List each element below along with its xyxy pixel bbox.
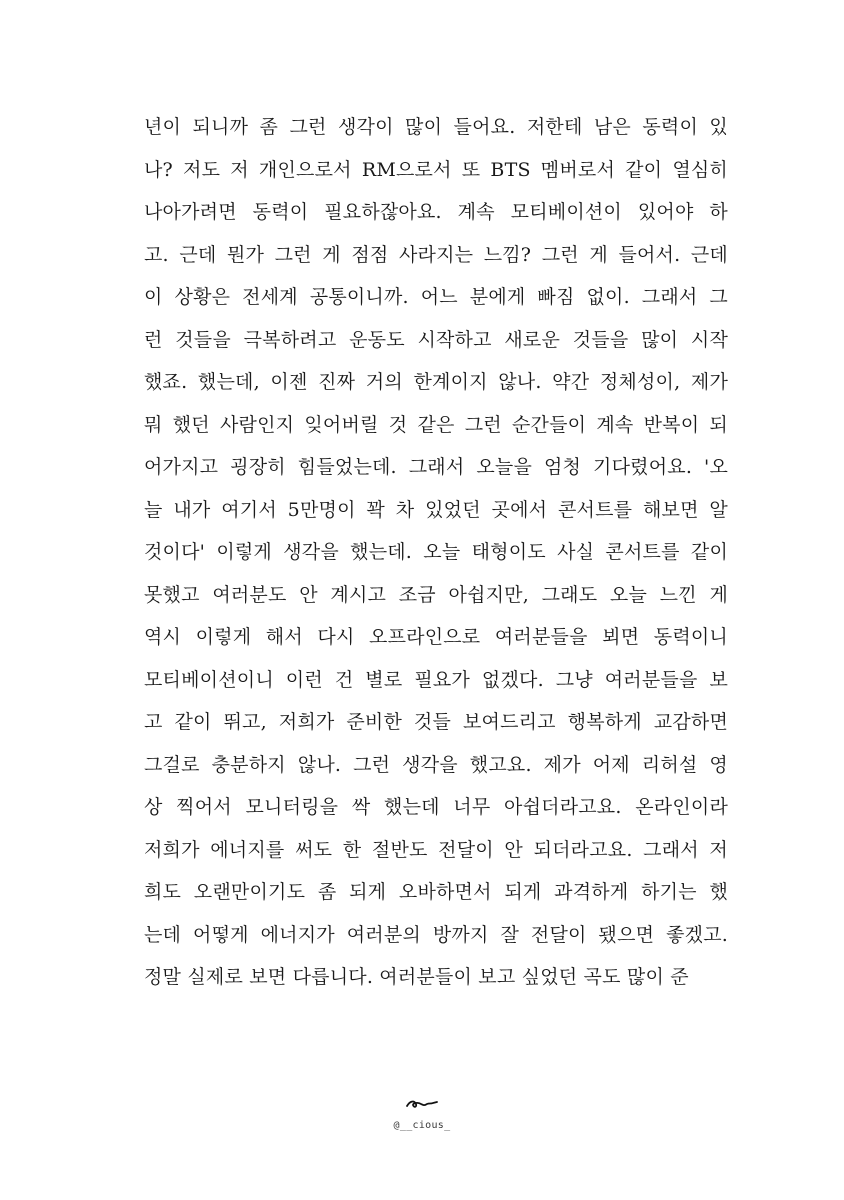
text-line: 저희가 에너지를 써도 한 절반도 전달이 안 되더라고요. 그래서 저 <box>144 838 728 861</box>
text-line: 희도 오랜만이기도 좀 되게 오바하면서 되게 과격하게 하기는 했 <box>144 881 728 903</box>
author-handle: @__cious_ <box>393 1120 451 1131</box>
text-line: 늘 내가 여기서 5만명이 꽉 차 있었던 곳에서 콘서트를 해보면 알 <box>144 498 728 521</box>
text-line: 고 같이 뛰고, 저희가 준비한 것들 보여드리고 행복하게 교감하면 <box>144 711 728 733</box>
text-line: 나아가려면 동력이 필요하잖아요. 계속 모티베이션이 있어야 하 <box>144 201 728 223</box>
text-line: 년이 되니까 좀 그런 생각이 많이 들어요. 저한테 남은 동력이 있 <box>144 116 728 138</box>
text-line: 것이다' 이렇게 생각을 했는데. 오늘 태형이도 사실 콘서트를 같이 <box>144 541 728 563</box>
text-line: 고. 근데 뭔가 그런 게 점점 사라지는 느낌? 그런 게 들어서. 근데 <box>144 243 728 266</box>
text-line: 그걸로 충분하지 않나. 그런 생각을 했고요. 제가 어제 리허설 영 <box>144 753 728 776</box>
body-text <box>144 106 728 999</box>
text-line: 나? 저도 저 개인으로서 RM으로서 또 BTS 멤버로서 같이 열심히 <box>144 158 728 181</box>
text-line: 이 상황은 전세계 공통이니까. 어느 분에게 빠짐 없이. 그래서 그 <box>144 286 728 308</box>
text-line: 못했고 여러분도 안 계시고 조금 아쉽지만, 그래도 오늘 느낀 게 <box>144 583 728 606</box>
text-line: 어가지고 굉장히 힘들었는데. 그래서 오늘을 엄청 기다렸어요. '오 <box>144 456 728 478</box>
text-line: 모티베이션이니 이런 건 별로 필요가 없겠다. 그냥 여러분들을 보 <box>144 668 728 691</box>
text-line: 상 찍어서 모니터링을 싹 했는데 너무 아쉽더라고요. 온라인이라 <box>144 796 728 818</box>
text-line: 역시 이렇게 해서 다시 오프라인으로 여러분들을 뵈면 동력이니 <box>144 626 728 648</box>
text-line: 뭐 했던 사람인지 잊어버릴 것 같은 그런 순간들이 계속 반복이 되 <box>144 413 728 436</box>
text-line: 런 것들을 극복하려고 운동도 시작하고 새로운 것들을 많이 시작 <box>144 328 728 351</box>
text-line: 정말 실제로 보면 다릅니다. 여러분들이 보고 싶었던 곡도 많이 준 <box>144 966 689 988</box>
signature-icon <box>405 1097 439 1111</box>
text-line: 는데 어떻게 에너지가 여러분의 방까지 잘 전달이 됐으면 좋겠고. <box>144 923 728 946</box>
text-line: 했죠. 했는데, 이젠 진짜 거의 한계이지 않나. 약간 정체성이, 제가 <box>144 371 728 393</box>
